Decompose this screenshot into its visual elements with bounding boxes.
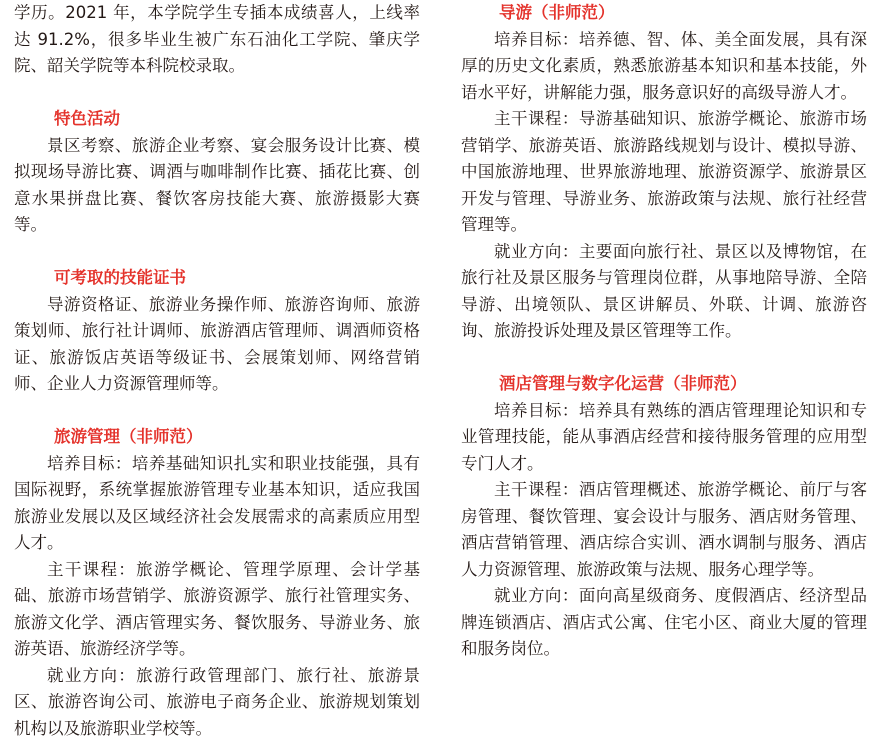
spacer xyxy=(14,239,420,266)
tourism-management-goal: 培养目标：培养基础知识扎实和职业技能强，具有国际视野，系统掌握旅游管理专业基本知识，适应我国旅游业发展以及区域经济社会发展需求的高素质应用型人才。 xyxy=(14,451,420,557)
tour-guide-section xyxy=(461,0,867,345)
certificates-section xyxy=(14,265,420,398)
certificates-heading: 可考取的技能证书 xyxy=(14,265,420,292)
intro-paragraph: 学历。2021 年，本学院学生专插本成绩喜人，上线率达 91.2%，很多毕业生被广东石油化工学院、肇庆学院、韶关学院等本科院校录取。 xyxy=(14,0,420,80)
tourism-management-courses: 主干课程：旅游学概论、管理学原理、会计学基础、旅游市场营销学、旅游资源学、旅行社管理实务、旅游文化学、酒店管理实务、餐饮服务、导游业务、旅游英语、旅游经济学等。 xyxy=(14,557,420,663)
hotel-management-heading: 酒店管理与数字化运营（非师范） xyxy=(461,371,867,398)
certificates-body: 导游资格证、旅游业务操作师、旅游咨询师、旅游策划师、旅行社计调师、旅游酒店管理师、调酒师资格证、旅游饭店英语等级证书、会展策划师、网络营销师、企业人力资源管理师等。 xyxy=(14,292,420,398)
hotel-management-goal: 培养目标：培养具有熟练的酒店管理理论知识和专业管理技能，能从事酒店经营和接待服务管理的应用型专门人才。 xyxy=(461,398,867,478)
tour-guide-heading: 导游（非师范） xyxy=(461,0,867,27)
tour-guide-goal: 培养目标：培养德、智、体、美全面发展，具有深厚的历史文化素质，熟悉旅游基本知识和基本技能，外语水平好，讲解能力强，服务意识好的高级导游人才。 xyxy=(461,27,867,107)
activities-section xyxy=(14,106,420,239)
tourism-management-employment: 就业方向：旅游行政管理部门、旅行社、旅游景区、旅游咨询公司、旅游电子商务企业、旅游规划策划机构以及旅游职业学校等。 xyxy=(14,663,420,742)
tour-guide-employment: 就业方向：主要面向旅行社、景区以及博物馆，在旅行社及景区服务与管理岗位群，从事地陪导游、全陪导游、出境领队、景区讲解员、外联、计调、旅游咨询、旅游投诉处理及景区管理等工作。 xyxy=(461,239,867,345)
tour-guide-courses: 主干课程：导游基础知识、旅游学概论、旅游市场营销学、旅游英语、旅游路线规划与设计、模拟导游、中国旅游地理、世界旅游地理、旅游资源学、旅游景区开发与管理、导游业务、旅游政策与法规、旅行社经营管理等。 xyxy=(461,106,867,239)
hotel-management-courses: 主干课程：酒店管理概述、旅游学概论、前厅与客房管理、餐饮管理、宴会设计与服务、酒店财务管理、酒店营销管理、酒店综合实训、酒水调制与服务、酒店人力资源管理、旅游政策与法规、服务心理学等。 xyxy=(461,477,867,583)
activities-heading: 特色活动 xyxy=(14,106,420,133)
tourism-management-heading: 旅游管理（非师范） xyxy=(14,424,420,451)
spacer xyxy=(14,398,420,425)
right-column xyxy=(461,0,867,663)
activities-body: 景区考察、旅游企业考察、宴会服务设计比赛、模拟现场导游比赛、调酒与咖啡制作比赛、插花比赛、创意水果拼盘比赛、餐饮客房技能大赛、旅游摄影大赛等。 xyxy=(14,133,420,239)
hotel-management-employment: 就业方向：面向高星级商务、度假酒店、经济型品牌连锁酒店、酒店式公寓、住宅小区、商业大厦的管理和服务岗位。 xyxy=(461,583,867,663)
left-column xyxy=(14,0,420,742)
tourism-management-section xyxy=(14,424,420,742)
spacer xyxy=(461,345,867,372)
spacer xyxy=(14,80,420,107)
hotel-management-section xyxy=(461,371,867,663)
